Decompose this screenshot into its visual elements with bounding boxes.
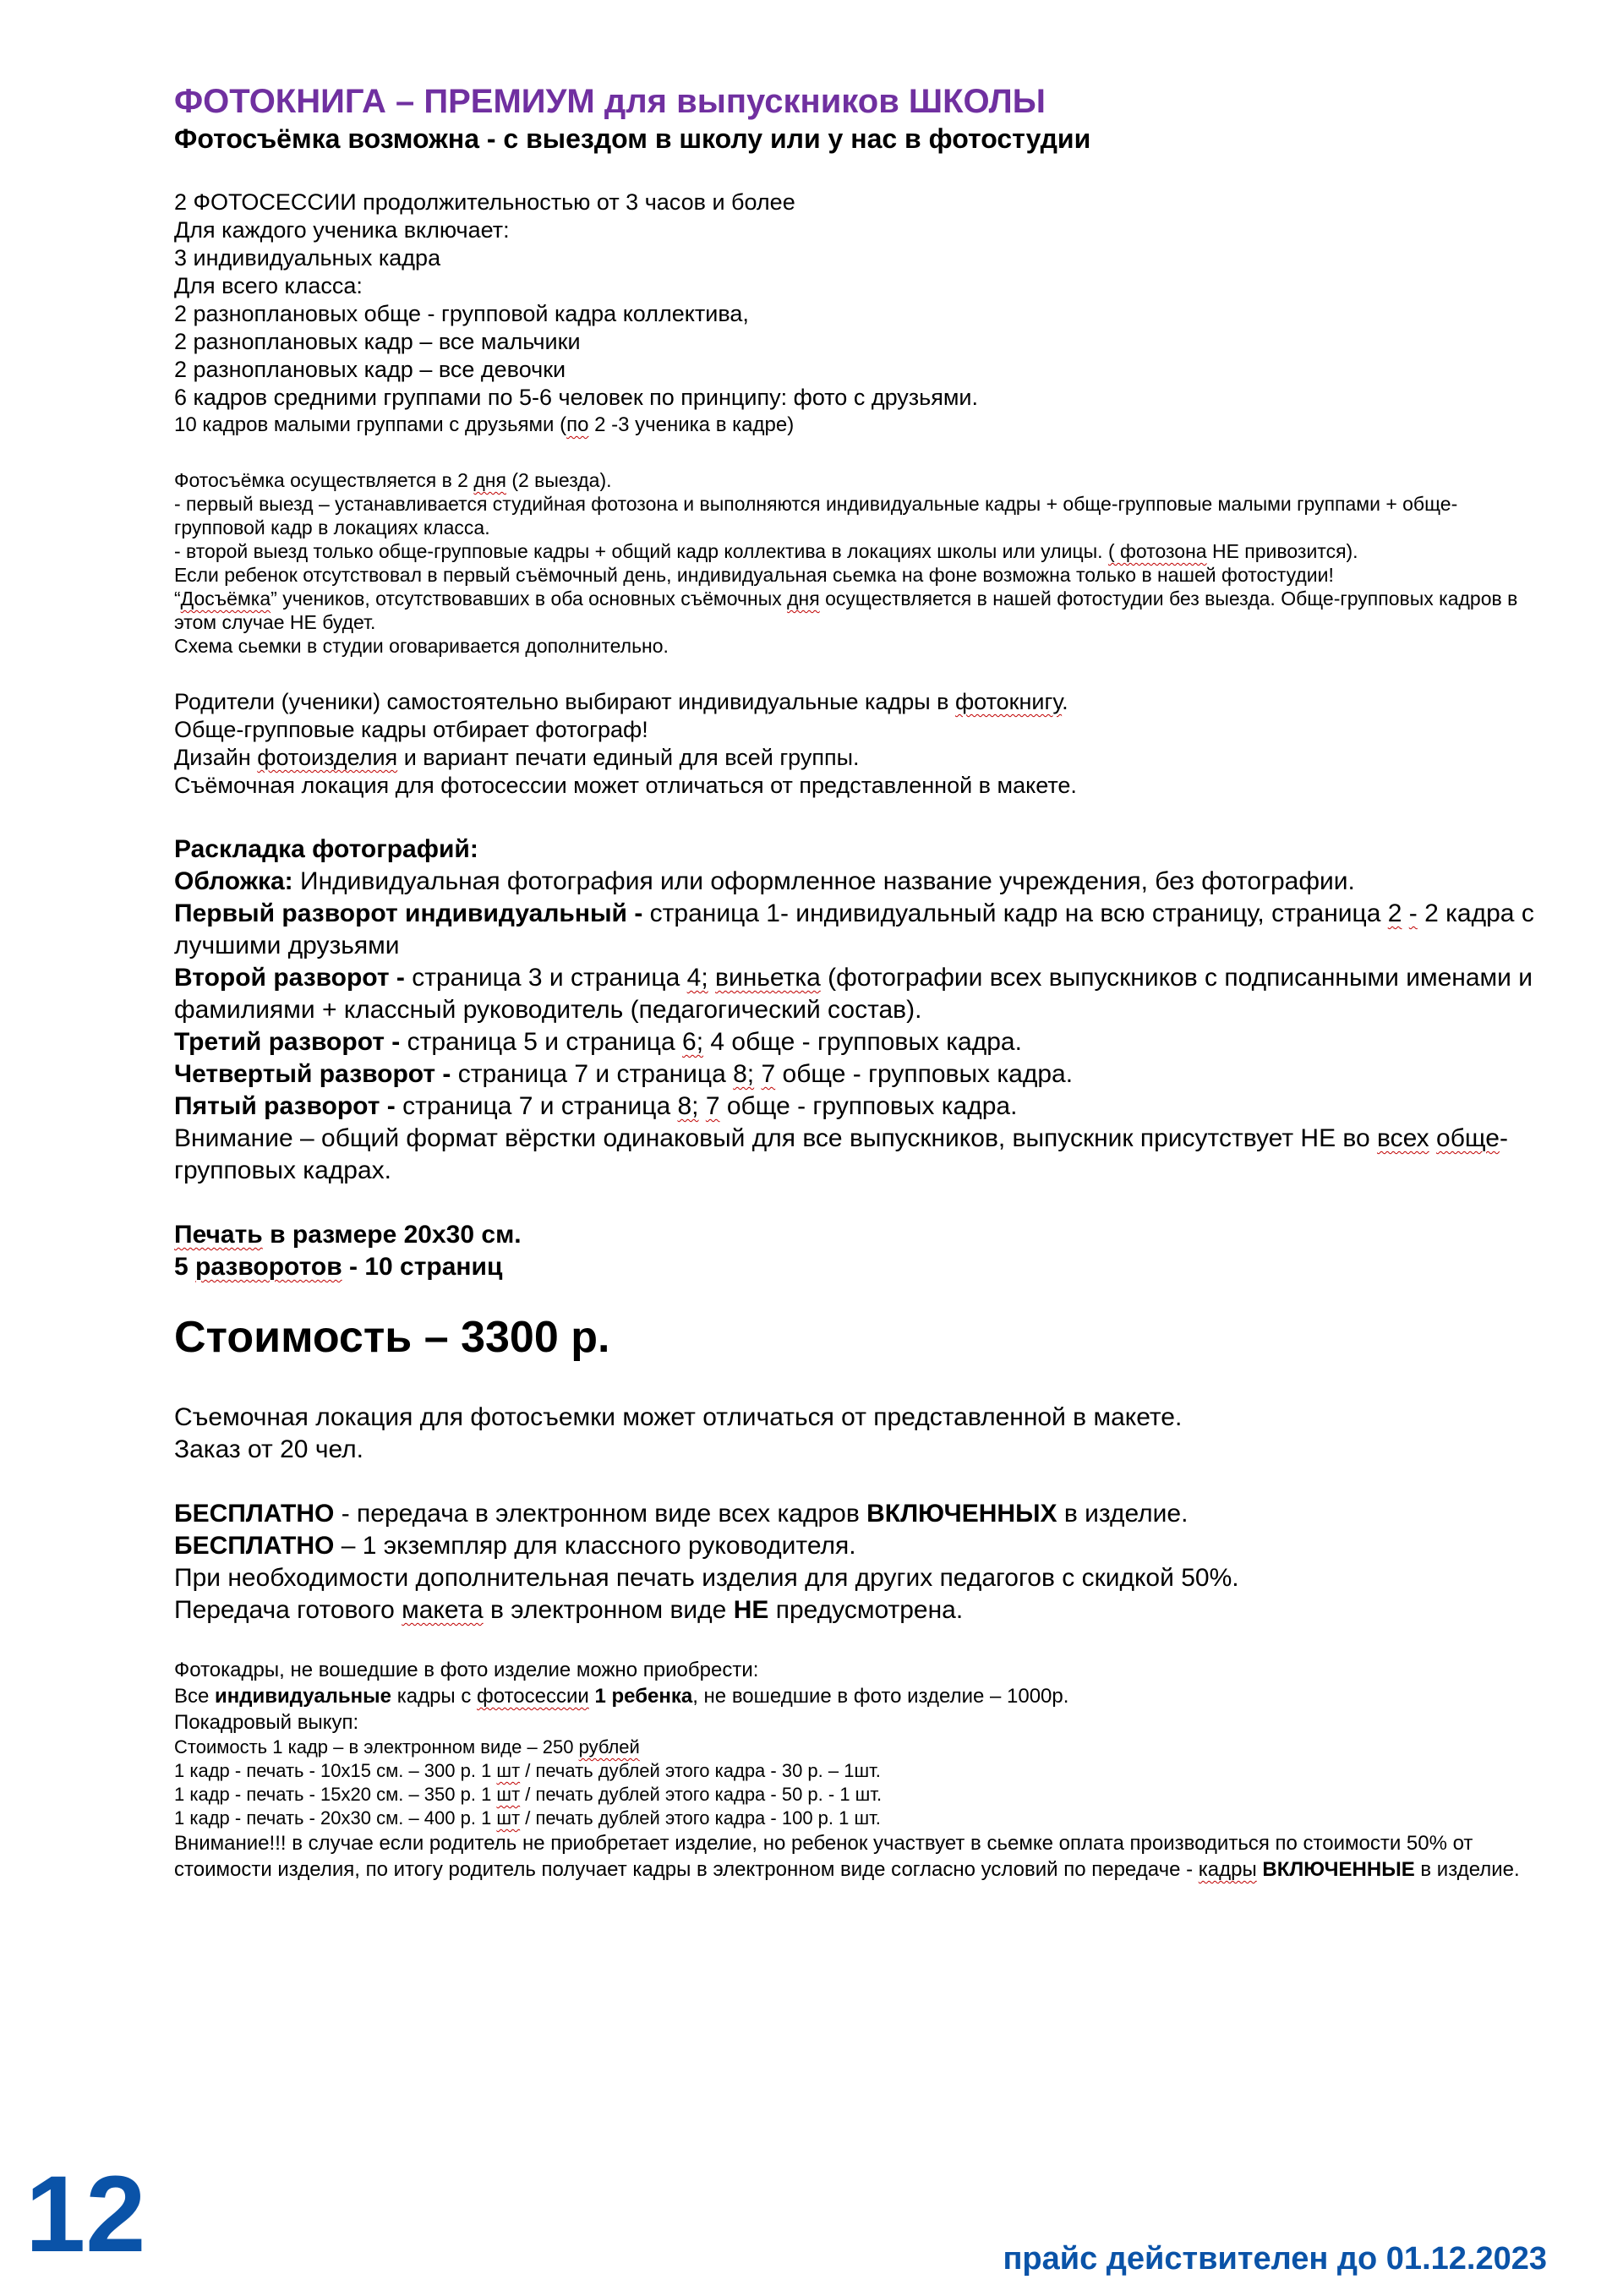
layout-spread-3: Третий разворот - страница 5 и страница 6; 4 обще - групповых кадра. — [174, 1028, 1022, 1056]
schedule-line: Если ребенок отсутствовал в первый съёмочный день, индивидуальная сьемка на фоне возможна только в нашей фотостудии! — [174, 564, 1334, 586]
package-line: 6 кадров средними группами по 5-6 человек по принципу: фото с друзьями. — [174, 385, 978, 410]
extra-line: 1 кадр - печать - 20х30 см. – 400 р. 1 шт / печать дублей этого кадра - 100 р. 1 шт. — [174, 1807, 881, 1829]
free-line: БЕСПЛАТНО – 1 экземпляр для классного руководителя. — [174, 1532, 856, 1560]
page-title: ФОТОКНИГА – ПРЕМИУМ для выпускников ШКОЛЫ — [174, 83, 1046, 120]
package-description — [174, 189, 1544, 438]
free-line: Передача готового макета в электронном виде НЕ предусмотрена. — [174, 1596, 964, 1624]
layout-spread-5: Пятый разворот - страница 7 и страница 8; 7 обще - групповых кадра. — [174, 1092, 1018, 1120]
layout-spread-1: Первый разворот индивидуальный - страница 1- индивидуальный кадр на всю страницу, страница 2 - 2 кадра с лучшими друзьями — [174, 899, 1534, 959]
extra-line: 1 кадр - печать - 15х20 см. – 350 р. 1 шт / печать дублей этого кадра - 50 р. - 1 шт. — [174, 1784, 883, 1805]
order-line: Заказ от 20 чел. — [174, 1435, 363, 1463]
order-line: Съемочная локация для фотосъемки может отличаться от представленной в макете. — [174, 1403, 1183, 1431]
print-pages: 5 разворотов - 10 страниц — [174, 1253, 503, 1281]
print-size: Печать в размере 20х30 см. — [174, 1221, 522, 1249]
layout-spread-2: Второй разворот - страница 3 и страница 4; виньетка (фотографии всех выпускников с подписанными именами и фамилиями + классный руководитель (педагогический состав). — [174, 964, 1533, 1024]
package-line: 10 кадров малыми группами с друзьями (по 2 -3 ученика в кадре) — [174, 413, 795, 436]
parents-info — [174, 688, 1544, 800]
layout-cover: Обложка: Индивидуальная фотография или оформленное название учреждения, без фотографии. — [174, 867, 1355, 895]
package-line: 3 индивидуальных кадра — [174, 245, 441, 271]
extra-line: Покадровый выкуп: — [174, 1711, 359, 1734]
layout-note: Внимание – общий формат вёрстки одинаковый для все выпускников, выпускник присутствует НЕ во всех обще-групповых кадрах. — [174, 1124, 1508, 1184]
price-validity: прайс действителен до 01.12.2023 — [1003, 2241, 1547, 2277]
parents-line: Дизайн фотоизделия и вариант печати единый для всей группы. — [174, 745, 860, 770]
document-body — [174, 81, 1544, 1883]
layout-heading: Раскладка фотографий: — [174, 835, 478, 863]
schedule-line: - первый выезд – устанавливается студийная фотозона и выполняются индивидуальные кадры + обще-групповые малыми группами + обще-групповой кадр в локациях класса. — [174, 493, 1458, 538]
schedule-line: - второй выезд только обще-групповые кадры + общий кадр коллектива в локациях школы или улицы. ( фотозона НЕ привозится). — [174, 540, 1358, 562]
free-line: При необходимости дополнительная печать изделия для других педагогов с скидкой 50%. — [174, 1564, 1239, 1592]
layout-spread-4: Четвертый разворот - страница 7 и страница 8; 7 обще - групповых кадра. — [174, 1060, 1074, 1088]
schedule-line: “Досъёмка” учеников, отсутствовавших в оба основных съёмочных дня осуществляется в нашей фотостудии без выезда. Обще-групповых кадров в этом случае НЕ будет. — [174, 588, 1518, 633]
package-line: 2 разноплановых кадр – все мальчики — [174, 329, 581, 354]
free-services — [174, 1498, 1544, 1626]
package-line: 2 разноплановых обще - групповой кадра коллектива, — [174, 301, 749, 326]
price-heading: Стоимость – 3300 р. — [174, 1313, 610, 1362]
package-line: Для каждого ученика включает: — [174, 217, 510, 243]
package-line: 2 ФОТОСЕССИИ продолжительностью от 3 часов и более — [174, 189, 795, 215]
free-line: БЕСПЛАТНО - передача в электронном виде всех кадров ВКЛЮЧЕННЫХ в изделие. — [174, 1500, 1189, 1528]
parents-line: Родители (ученики) самостоятельно выбирают индивидуальные кадры в фотокнигу. — [174, 689, 1068, 714]
page-number: 12 — [25, 2154, 146, 2275]
package-line: Для всего класса: — [174, 273, 363, 298]
extra-purchase — [174, 1657, 1544, 1883]
photo-layout-section — [174, 834, 1544, 1187]
extra-line: Фотокадры, не вошедшие в фото изделие можно приобрести: — [174, 1659, 759, 1681]
page-subtitle: Фотосъёмка возможна - с выездом в школу или у нас в фотостудии — [174, 123, 1091, 154]
extra-line: Все индивидуальные кадры с фотосессии 1 ребенка, не вошедшие в фото изделие – 1000р. — [174, 1685, 1069, 1708]
print-format — [174, 1219, 1544, 1283]
extra-line: Стоимость 1 кадр – в электронном виде – 250 рублей — [174, 1736, 640, 1758]
schedule-line: Схема сьемки в студии оговаривается дополнительно. — [174, 635, 669, 657]
shooting-schedule — [174, 468, 1544, 658]
order-conditions — [174, 1402, 1544, 1466]
extra-line: 1 кадр - печать - 10х15 см. – 300 р. 1 шт / печать дублей этого кадра - 30 р. – 1шт. — [174, 1760, 881, 1781]
parents-line: Съёмочная локация для фотосессии может отличаться от представленной в макете. — [174, 773, 1077, 798]
package-line: 2 разноплановых кадр – все девочки — [174, 357, 566, 382]
schedule-line: Фотосъёмка осуществляется в 2 дня (2 выезда). — [174, 469, 612, 491]
extra-line: Внимание!!! в случае если родитель не приобретает изделие, но ребенок участвует в сьемке оплата производиться по стоимости 50% от стоимости изделия, по итогу родитель получает кадры в электронном виде согласно условий по передаче - кадры ВКЛЮЧЕННЫЕ в изделие. — [174, 1832, 1520, 1881]
parents-line: Обще-групповые кадры отбирает фотограф! — [174, 717, 648, 742]
